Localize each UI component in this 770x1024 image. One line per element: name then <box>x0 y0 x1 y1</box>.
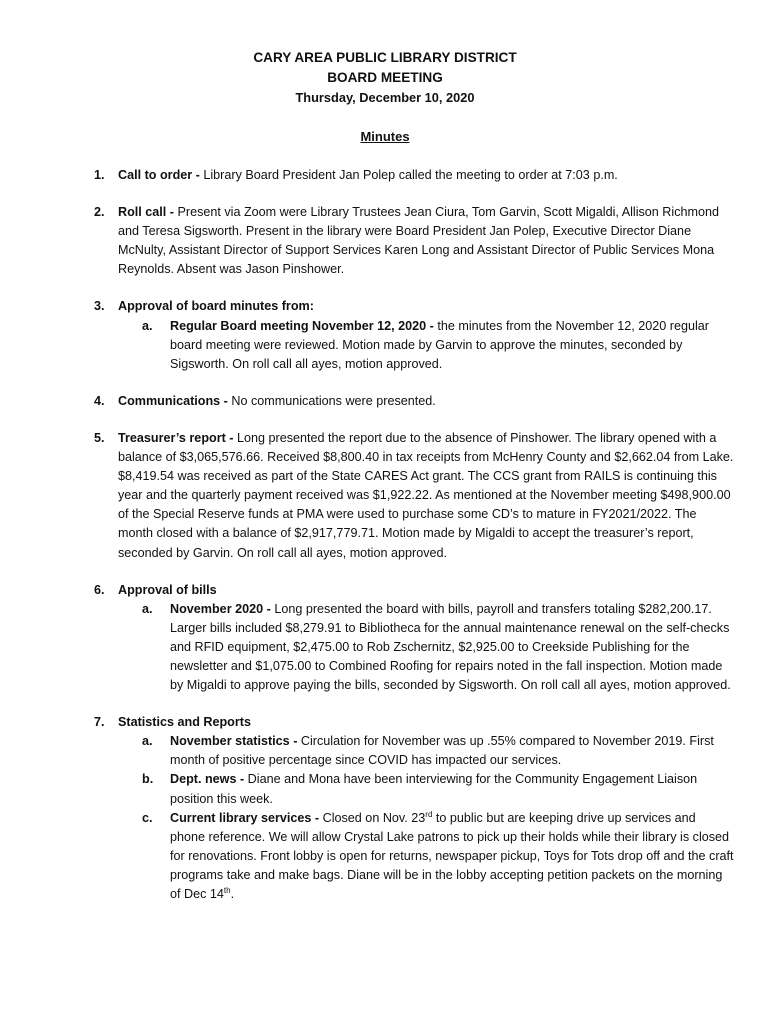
item-number: 5. <box>94 430 105 445</box>
item-statistics-and-reports <box>94 713 734 904</box>
item-heading: Treasurer’s report - <box>118 430 237 445</box>
item-treasurers-report <box>94 429 734 563</box>
item-number: 4. <box>94 393 105 408</box>
item-number: 7. <box>94 715 105 730</box>
item-approval-of-bills <box>94 581 734 696</box>
item-roll-call <box>94 203 734 279</box>
item-text: No communications were presented. <box>231 393 436 408</box>
sub-item-letter: a. <box>142 734 153 749</box>
org-title: CARY AREA PUBLIC LIBRARY DISTRICT <box>253 50 517 65</box>
sub-item-text: Closed on Nov. 23 <box>322 810 426 825</box>
item-text: Long presented the report due to the absence of Pinshower. The library opened with a balance of $3,065,576.66. Received $8,800.40 in tax receipts from McHenry County and $2,662.04 from Lake. $8,419.54 was received as part of the State CARES Act grant. The CCS grant from RAILS is continuing this year and the quarterly payment received was $1,922.22. As mentioned at the November meeting $498,900.00 of the Special Reserve funds at PMA were used to purchase some CD’s to mature in FY2021/2022. The month closed with a balance of $2,917,779.71. Motion made by Migaldi to accept the treasurer’s report, seconded by Garvin. On roll call all ayes, motion approved. <box>118 430 734 560</box>
meeting-title: BOARD MEETING <box>327 70 443 85</box>
document-header <box>0 48 770 107</box>
item-heading: Call to order - <box>118 168 204 182</box>
sub-item-text: Circulation for November was up .55% compared to November 2019. First month of positive percentage since COVID has impacted our services. <box>170 734 714 768</box>
sub-item <box>118 732 734 770</box>
meeting-date: Thursday, December 10, 2020 <box>295 90 475 105</box>
item-heading: Approval of bills <box>118 582 217 597</box>
sub-item-heading: November statistics - <box>170 734 301 749</box>
item-heading: Approval of board minutes from: <box>118 299 314 314</box>
item-heading: Roll call - <box>118 205 178 220</box>
item-call-to-order <box>94 166 734 185</box>
item-number: 1. <box>94 168 105 182</box>
sub-item-text: the minutes from the November 12, 2020 regular board meeting were reviewed. Motion made by Garvin to approve the minutes, seconded by Sigsworth. On roll call all ayes, motion approved. <box>170 318 709 371</box>
item-text: Library Board President Jan Polep called the meeting to order at 7:03 p.m. <box>203 168 618 182</box>
ordinal-suffix: rd <box>425 809 433 819</box>
ordinal-suffix: th <box>223 885 231 895</box>
minutes-heading: Minutes <box>360 129 410 144</box>
item-heading: Statistics and Reports <box>118 715 251 730</box>
item-number: 3. <box>94 299 105 314</box>
sub-item-letter: b. <box>142 772 154 787</box>
item-text: Present via Zoom were Library Trustees Jean Ciura, Tom Garvin, Scott Migaldi, Allison Richmond and Teresa Sigsworth. Present in the library were Board President Jan Polep, Executive Director Diane McNulty, Assistant Director of Support Services Karen Long and Assistant Director of Public Services Mona Reynolds. Absent was Jason Pinshower. <box>118 205 720 277</box>
sub-item <box>118 600 734 695</box>
sub-item-letter: a. <box>142 601 153 616</box>
sub-item-text: . <box>230 887 235 901</box>
sub-item-heading: Regular Board meeting November 12, 2020 - <box>170 318 438 333</box>
sub-item-heading: November 2020 - <box>170 601 275 616</box>
item-heading: Communications - <box>118 393 232 408</box>
item-number: 6. <box>94 582 105 597</box>
item-approval-of-minutes <box>94 297 734 373</box>
sub-item-text: to public but are keeping drive up services and phone reference. We will allow Crystal Lake patrons to pick up their holds while their library is closed for renovations. Front lobby is open for returns, newspaper pickup, Toys for Tots drop off and the craft programs take and make bags. Diane will be in the lobby accepting petition packets on the morning of Dec 14 <box>170 810 734 901</box>
item-communications <box>94 392 734 411</box>
minutes-list <box>94 166 734 922</box>
sub-item <box>118 809 734 904</box>
sub-item-letter: c. <box>142 810 153 825</box>
item-number: 2. <box>94 205 105 220</box>
sub-item-heading: Dept. news - <box>170 772 248 787</box>
sub-item-text: Long presented the board with bills, payroll and transfers totaling $282,200.17. Larger bills included $8,279.91 to Bibliotheca for the annual maintenance renewal on the self-checks and RFID equipment, $2,475.00 to Rob Zschernitz, $2,925.00 to Creekside Publishing for the newsletter and $1,075.00 to Combined Roofing for repairs noted in the fall inspection. Motion made by Migaldi to approve paying the bills, seconded by Sigsworth. On roll call all ayes, motion approved. <box>170 601 731 693</box>
sub-item-text: Diane and Mona have been interviewing for the Community Engagement Liaison position this week. <box>170 772 698 806</box>
sub-item <box>118 770 734 808</box>
sub-item-heading: Current library services - <box>170 810 323 825</box>
sub-item <box>118 317 734 374</box>
sub-item-letter: a. <box>142 318 153 333</box>
